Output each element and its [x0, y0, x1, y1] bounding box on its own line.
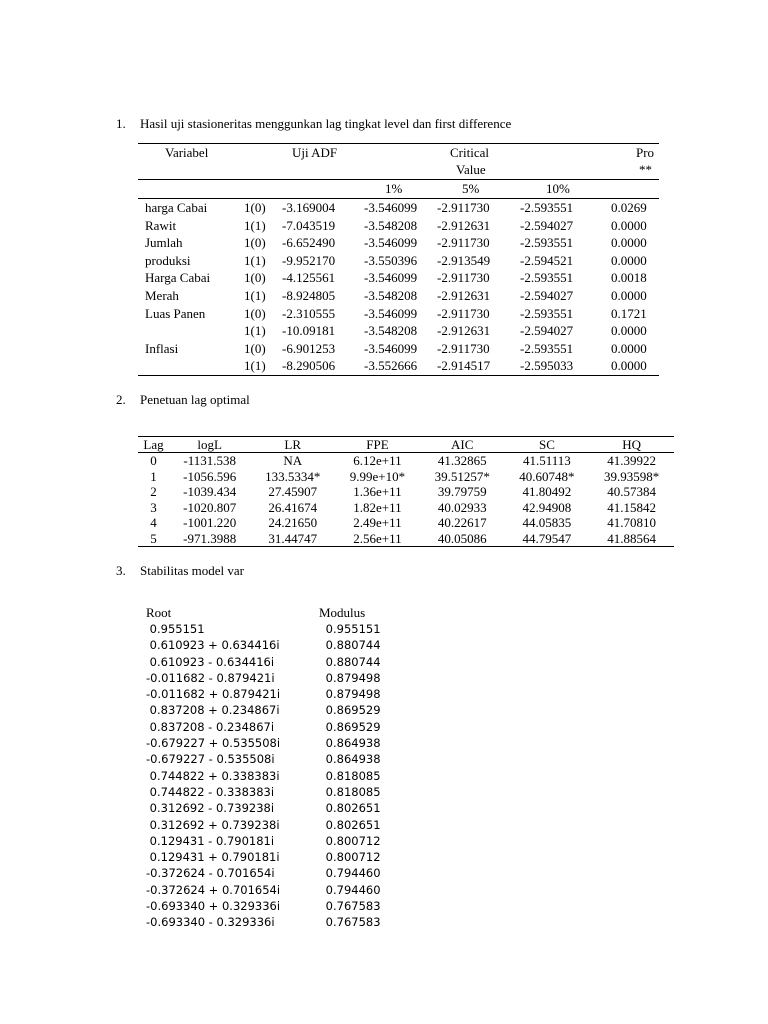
modulus-value: 0.794460 — [322, 866, 381, 881]
adf-cell-c10: -2.593551 — [520, 235, 574, 251]
root-value: 0.129431 - 0.790181i — [146, 833, 275, 848]
adf-cell-c5: -2.911730 — [437, 340, 490, 356]
lag-table — [138, 436, 674, 547]
table-row — [138, 500, 674, 516]
adf-cell-adf: -6.901253 — [282, 340, 336, 356]
root-value: 0.837208 - 0.234867i — [146, 719, 275, 734]
adf-cell-adf: -9.952170 — [282, 252, 336, 268]
root-row — [146, 735, 446, 751]
adf-cell-adf: -6.652490 — [282, 235, 336, 251]
modulus-value: 0.880744 — [322, 654, 381, 669]
lag-cell: -1039.434 — [183, 484, 237, 500]
adf-cell-c1: -3.548208 — [364, 217, 418, 233]
adf-cell-prob: 0.0000 — [611, 252, 647, 268]
modulus-value: 0.800712 — [322, 850, 381, 865]
table-row — [138, 531, 674, 547]
modulus-value: 0.864938 — [322, 736, 381, 751]
root-value: 0.610923 - 0.634416i — [146, 654, 275, 669]
section-heading-1 — [116, 116, 511, 132]
adf-cell-order: 1(0) — [244, 235, 266, 251]
adf-cell-c10: -2.593551 — [520, 340, 574, 356]
adf-cell-prob: 0.0000 — [611, 217, 647, 233]
adf-cell-prob: 0.0000 — [611, 358, 647, 374]
adf-cell-c10: -2.594027 — [520, 217, 574, 233]
adf-cell-order: 1(1) — [244, 217, 266, 233]
section-title: Penetuan lag optimal — [140, 392, 250, 407]
modulus-value: 0.767583 — [322, 899, 381, 914]
lag-cell: 42.94908 — [522, 499, 572, 515]
modulus-value: 0.818085 — [322, 768, 381, 783]
adf-cell-c5: -2.914517 — [437, 358, 491, 374]
header-value: Value — [456, 162, 486, 177]
header-prob-stars: ** — [639, 162, 652, 177]
roots-table-body — [146, 621, 446, 931]
root-row — [146, 849, 446, 865]
adf-cell-c5: -2.912631 — [437, 323, 491, 339]
adf-cell-c10: -2.594521 — [520, 252, 574, 268]
adf-cell-label: produksi — [145, 252, 191, 268]
adf-cell-c5: -2.911730 — [437, 235, 490, 251]
modulus-value: 0.879498 — [322, 670, 381, 685]
modulus-value: 0.955151 — [322, 622, 381, 636]
header-fpe: FPE — [335, 437, 420, 453]
root-row — [146, 833, 446, 849]
lag-cell: 41.80492 — [522, 484, 572, 500]
lag-cell: 44.05835 — [522, 515, 572, 531]
lag-cell: 2 — [150, 484, 157, 500]
lag-cell: 41.15842 — [607, 499, 656, 515]
modulus-value: 0.794460 — [322, 882, 381, 897]
table-rule-top — [138, 143, 659, 144]
adf-cell-label: Merah — [145, 288, 179, 303]
lag-cell: 31.44747 — [250, 531, 335, 547]
lag-cell: -1020.807 — [183, 499, 237, 515]
section-title: Stabilitas model var — [140, 563, 244, 578]
lag-cell: -1131.538 — [183, 453, 236, 469]
adf-cell-label: Harga Cabai — [145, 270, 211, 286]
lag-cell: 40.02933 — [437, 499, 487, 515]
lag-cell: 1 — [150, 468, 157, 484]
adf-cell-adf: -8.290506 — [282, 358, 336, 374]
lag-cell: -971.3988 — [169, 531, 250, 547]
adf-cell-c1: -3.550396 — [364, 252, 418, 268]
modulus-value: 0.818085 — [322, 784, 381, 799]
adf-cell-c5: -2.911730 — [437, 200, 490, 215]
root-value: 0.744822 + 0.338383i — [146, 768, 280, 783]
lag-cell: 1.82e+11 — [353, 499, 402, 515]
root-value: -0.679227 - 0.535508i — [146, 752, 275, 767]
root-row — [146, 702, 446, 718]
adf-cell-c1: -3.546099 — [364, 200, 418, 215]
adf-cell-c10: -2.594027 — [520, 288, 574, 303]
lag-cell: 41.88564 — [589, 531, 674, 547]
adf-cell-order: 1(0) — [244, 340, 266, 356]
adf-cell-order: 1(0) — [244, 305, 266, 321]
adf-cell-c10: -2.593551 — [520, 270, 574, 286]
subheader-10pct: 10% — [546, 181, 570, 196]
header-hq: HQ — [589, 437, 674, 453]
lag-cell: 5 — [138, 531, 169, 547]
adf-cell-label: Jumlah — [145, 235, 183, 251]
header-root: Root — [146, 605, 172, 620]
adf-cell-c10: -2.593551 — [520, 200, 574, 215]
header-sc: SC — [505, 437, 590, 453]
adf-cell-c1: -3.548208 — [364, 323, 418, 339]
adf-cell-adf: -7.043519 — [282, 217, 336, 233]
section-title: Hasil uji stasioneritas menggunkan lag tingkat level dan first difference — [140, 116, 512, 131]
root-value: -0.372624 - 0.701654i — [146, 866, 275, 881]
lag-cell: 2.49e+11 — [353, 515, 402, 531]
adf-cell-adf: -2.310555 — [282, 305, 336, 321]
section-number: 1. — [116, 116, 126, 131]
root-value: -0.372624 + 0.701654i — [146, 882, 281, 897]
adf-cell-order: 1(1) — [244, 358, 266, 374]
adf-cell-c10: -2.595033 — [520, 358, 574, 374]
header-lr: LR — [250, 437, 335, 453]
root-row — [146, 654, 446, 670]
root-value: -0.011682 + 0.879421i — [146, 687, 281, 702]
adf-cell-adf: -10.09181 — [282, 323, 336, 339]
lag-table-body — [138, 453, 674, 547]
root-value: 0.955151 — [146, 622, 205, 636]
root-row — [146, 865, 446, 881]
root-row — [146, 670, 446, 686]
lag-cell: 39.79759 — [437, 484, 487, 500]
header-modulus: Modulus — [319, 605, 366, 620]
lag-cell: 9.99e+10* — [349, 468, 406, 484]
root-row — [146, 768, 446, 784]
root-value: 0.312692 - 0.739238i — [146, 801, 275, 816]
root-row — [146, 817, 446, 833]
adf-cell-c1: -3.546099 — [364, 270, 418, 286]
lag-cell: NA — [283, 453, 303, 469]
adf-cell-prob: 0.0269 — [611, 200, 647, 215]
section-heading-2 — [116, 392, 250, 408]
root-value: -0.679227 + 0.535508i — [146, 736, 281, 751]
adf-cell-c1: -3.548208 — [364, 288, 418, 303]
adf-cell-adf: -3.169004 — [282, 200, 336, 215]
lag-cell: 39.51257* — [434, 468, 490, 484]
modulus-value: 0.879498 — [322, 687, 381, 702]
modulus-value: 0.880744 — [322, 638, 381, 653]
modulus-value: 0.869529 — [322, 719, 381, 734]
lag-cell: 39.93598* — [604, 468, 660, 484]
modulus-value: 0.802651 — [322, 817, 381, 832]
adf-cell-c5: -2.912631 — [437, 288, 491, 303]
adf-cell-prob: 0.0000 — [611, 340, 647, 356]
adf-cell-c1: -3.546099 — [364, 340, 418, 356]
table-row — [138, 484, 674, 500]
adf-cell-c5: -2.911730 — [437, 270, 490, 286]
root-value: 0.837208 + 0.234867i — [146, 703, 280, 718]
table-rule-bottom — [138, 375, 659, 376]
modulus-value: 0.800712 — [322, 833, 381, 848]
roots-table — [146, 605, 446, 931]
adf-cell-order: 1(1) — [244, 323, 266, 339]
root-row — [146, 882, 446, 898]
header-aic: AIC — [420, 437, 505, 453]
lag-cell: 0 — [150, 453, 157, 469]
root-value: -0.693340 + 0.329336i — [146, 899, 281, 914]
adf-cell-prob: 0.0018 — [611, 270, 647, 286]
adf-cell-c5: -2.912631 — [437, 217, 491, 233]
lag-cell: 41.32865 — [437, 453, 487, 469]
lag-table-grid — [138, 436, 674, 547]
adf-cell-order: 1(0) — [244, 270, 266, 286]
root-row — [146, 621, 446, 637]
header-lag: Lag — [138, 437, 169, 453]
lag-cell: 24.21650 — [268, 515, 318, 531]
adf-cell-prob: 0.0000 — [611, 323, 647, 339]
lag-cell: 40.57384 — [607, 484, 656, 500]
adf-cell-order: 1(0) — [244, 200, 266, 215]
lag-cell: 44.79547 — [505, 531, 590, 547]
root-row — [146, 637, 446, 653]
adf-cell-label: harga Cabai — [145, 200, 208, 215]
lag-cell: 1.36e+11 — [353, 484, 402, 500]
header-critical: Critical — [450, 145, 489, 160]
root-value: -0.011682 - 0.879421i — [146, 670, 275, 685]
adf-cell-adf: -4.125561 — [282, 270, 336, 286]
lag-cell: 27.45907 — [268, 484, 318, 500]
subheader-1pct: 1% — [385, 181, 403, 196]
adf-cell-order: 1(1) — [244, 288, 266, 303]
lag-cell: 133.5334* — [265, 468, 321, 484]
table-row — [138, 453, 674, 469]
lag-cell: 4 — [150, 515, 157, 531]
subheader-5pct: 5% — [462, 181, 480, 196]
root-row — [146, 800, 446, 816]
adf-cell-prob: 0.0000 — [611, 235, 647, 251]
lag-cell: 41.70810 — [607, 515, 656, 531]
modulus-value: 0.767583 — [322, 915, 381, 930]
root-row — [146, 719, 446, 735]
modulus-value: 0.802651 — [322, 801, 381, 816]
root-row — [146, 784, 446, 800]
root-row — [146, 751, 446, 767]
root-value: 0.129431 + 0.790181i — [146, 850, 280, 865]
lag-cell: 41.51113 — [523, 453, 571, 469]
lag-cell: 40.05086 — [420, 531, 505, 547]
section-heading-3 — [116, 563, 244, 579]
adf-cell-adf: -8.924805 — [282, 288, 336, 303]
lag-cell: -1056.596 — [183, 468, 237, 484]
lag-cell: 6.12e+11 — [353, 453, 402, 469]
roots-table-header — [146, 605, 446, 621]
adf-cell-label: Rawit — [145, 217, 177, 233]
lag-cell: 3 — [150, 499, 157, 515]
lag-cell: -1001.220 — [183, 515, 237, 531]
root-value: 0.312692 + 0.739238i — [146, 817, 280, 832]
adf-cell-c1: -3.552666 — [364, 358, 418, 374]
section-number: 2. — [116, 392, 126, 407]
adf-cell-c10: -2.593551 — [520, 305, 574, 321]
root-row — [146, 914, 446, 930]
header-variabel: Variabel — [165, 145, 209, 160]
adf-cell-prob: 0.0000 — [611, 288, 647, 303]
lag-cell: 2.56e+11 — [335, 531, 420, 547]
section-number: 3. — [116, 563, 126, 578]
header-uji-adf: Uji ADF — [292, 145, 338, 160]
root-value: -0.693340 - 0.329336i — [146, 915, 275, 930]
adf-cell-c1: -3.546099 — [364, 235, 418, 251]
adf-cell-c1: -3.546099 — [364, 305, 418, 321]
table-row — [138, 469, 674, 485]
header-logl: logL — [169, 437, 250, 453]
adf-cell-c10: -2.594027 — [520, 323, 574, 339]
lag-table-header — [138, 437, 674, 453]
adf-cell-label: Luas Panen — [145, 305, 206, 321]
root-row — [146, 898, 446, 914]
modulus-value: 0.864938 — [322, 752, 381, 767]
root-row — [146, 686, 446, 702]
lag-cell: 40.22617 — [437, 515, 487, 531]
header-prob: Pro — [636, 145, 655, 160]
lag-cell: 41.39922 — [607, 453, 656, 469]
adf-cell-label: Inflasi — [145, 340, 179, 356]
adf-cell-c5: -2.911730 — [437, 305, 490, 321]
lag-cell: 26.41674 — [268, 499, 318, 515]
adf-cell-prob: 0.1721 — [611, 305, 647, 321]
root-value: 0.744822 - 0.338383i — [146, 784, 275, 799]
adf-cell-order: 1(1) — [244, 252, 266, 268]
lag-cell: 40.60748* — [519, 468, 575, 484]
modulus-value: 0.869529 — [322, 703, 381, 718]
root-value: 0.610923 + 0.634416i — [146, 638, 280, 653]
table-row — [138, 515, 674, 531]
adf-cell-c5: -2.913549 — [437, 252, 491, 268]
